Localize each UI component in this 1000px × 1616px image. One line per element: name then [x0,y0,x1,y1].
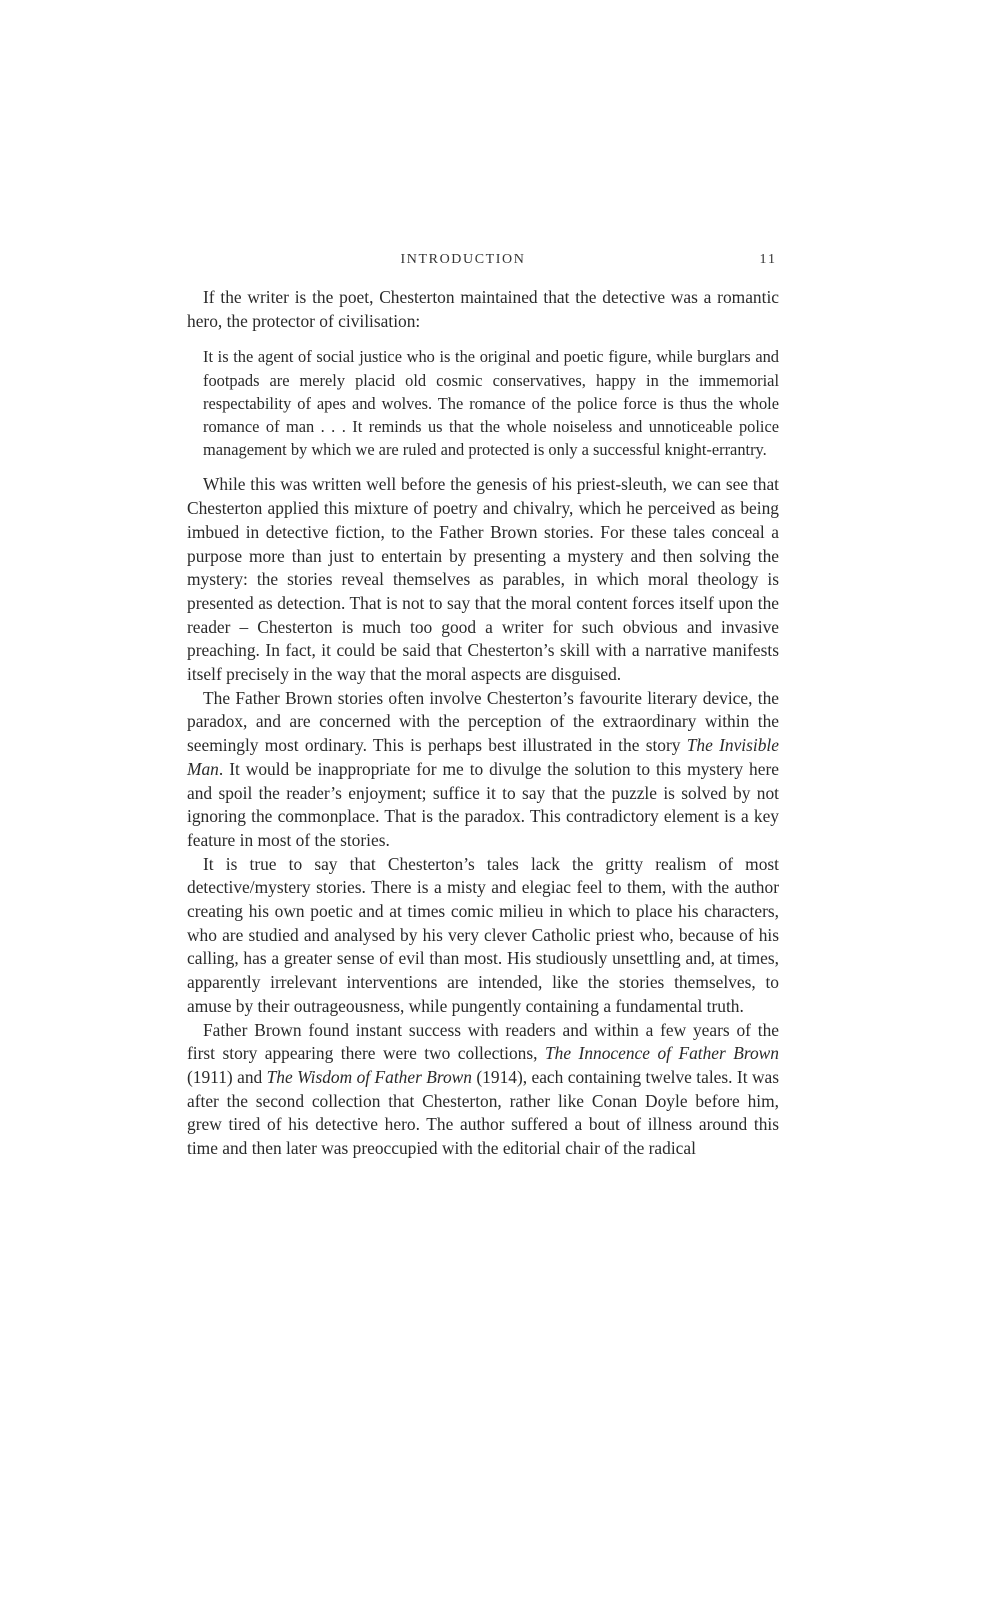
paragraph-priest-sleuth: While this was written well before the genesis of his priest-sleuth, we can see that Chesterton applied this mixture of poetry and chivalry, which he perceived as being imbued in detective fiction, to the Father Brown stories. For these tales conceal a purpose more than just to entertain by presenting a mystery and then solving the mystery: the stories reveal themselves as parables, in which moral theology is presented as detection. That is not to say that the moral content forces itself upon the reader – Chesterton is much too good a writer for such obvious and invasive preaching. In fact, it could be said that Chesterton’s skill with a narrative manifests itself precisely in the way that the moral aspects are disguised. [187,474,779,685]
running-head [187,250,779,272]
paragraph-text: The Father Brown stories often involve Chesterton’s favourite literary device, the paradox, and are concerned with the perception of the extraordinary within the seemingly most ordinary. This is perhaps best illustrated in the story [187,687,779,756]
book-title-innocence: The Innocence of Father Brown [544,1043,779,1064]
paragraph-realism: It is true to say that Chesterton’s tales lack the gritty realism of most detective/mystery stories. There is a misty and elegiac feel to them, with the author creating his own poetic and at times comic milieu in which to place his characters, who are studied and analysed by his very clever Catholic priest who, because of his calling, has a greater sense of evil than most. His studiously unsettling and, at times, apparently irrelevant interventions are intended, like the stories themselves, to amuse by their outrageousness, while pungently containing a fundamental truth. [187,853,779,1016]
page-number: 11 [759,252,777,267]
paragraph-success [187,1019,779,1161]
block-quote-text: It is the agent of social justice who is the original and poetic figure, while burglars and footpads are merely placid old cosmic conservatives, happy in the immemorial respectability of apes and wolves. The romance of the police force is thus the whole romance of man . . . It reminds us that the whole noiseless and unnoticeable police management by which we are ruled and protected is only a successful knight-errantry. [203,347,779,460]
book-page [187,250,779,1161]
book-title-wisdom: The Wisdom of Father Brown [266,1067,472,1087]
paragraph-text: (1911) and [187,1067,267,1087]
paragraph-intro: If the writer is the poet, Chesterton maintained that the detective was a romantic hero, the protector of civilisation: [187,287,779,331]
story-title-invisible-man: The Invisible Man [187,735,779,779]
paragraph-paradox [187,687,779,853]
paragraph-text: (1914), each containing twelve tales. It was after the second collection that Chesterton, rather like Conan Doyle before him, grew tired of his detective hero. The author suffered a bout of illness around this time and then later was preoccupied with the editorial chair of the radical [187,1067,779,1159]
paragraph-text: . It would be inappropriate for me to divulge the solution to this mystery here and spoil the reader’s enjoyment; suffice it to say that the puzzle is solved by not ignoring the commonplace. That is the paradox. This contradictory element is a key feature in most of the stories. [187,758,779,850]
running-title: INTRODUCTION [400,252,526,267]
block-quote [203,345,779,461]
paragraph-text: Father Brown found instant success with readers and within a few years of the first story appearing there were two collections, [187,1019,779,1064]
